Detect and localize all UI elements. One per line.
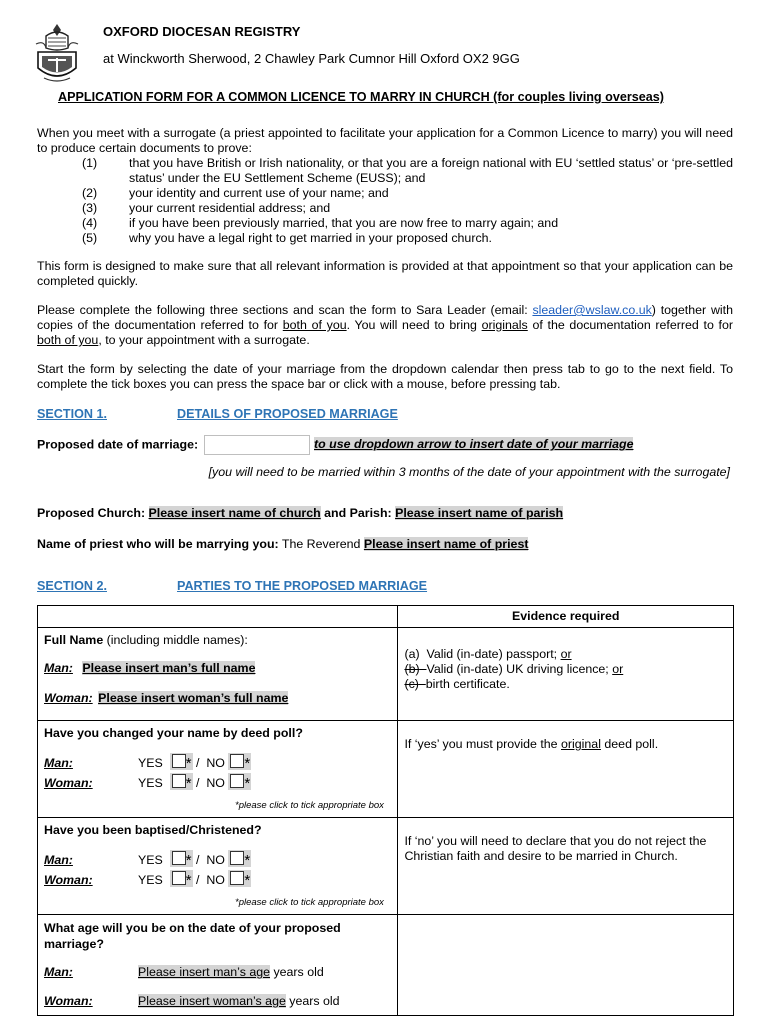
man-full-name-field[interactable]: Please insert man’s full name bbox=[82, 661, 256, 675]
deedpoll-man-yes-checkbox[interactable]: * bbox=[170, 753, 193, 770]
fullname-evidence: (a) Valid (in-date) passport; or (b) Valid (in-date) UK driving licence; or (c) birth certificate. bbox=[404, 647, 624, 691]
priest-label: Name of priest who will be marrying you: bbox=[37, 537, 279, 551]
evidence-header: Evidence required bbox=[398, 606, 734, 628]
parish-name-field[interactable]: Please insert name of parish bbox=[395, 506, 564, 520]
table-header-blank bbox=[38, 606, 398, 628]
baptised-man-yes-checkbox[interactable]: * bbox=[170, 850, 193, 867]
woman-label: Woman: bbox=[44, 691, 93, 705]
deedpoll-woman-yes-checkbox[interactable]: * bbox=[170, 773, 193, 790]
priest-row bbox=[37, 537, 528, 551]
form-purpose-text: This form is designed to make sure that all relevant information is provided at that appointment so that your application can be completed quickly. bbox=[37, 259, 733, 288]
requirements-list bbox=[37, 156, 733, 246]
section1-title: DETAILS OF PROPOSED MARRIAGE bbox=[177, 407, 398, 421]
marriage-date-input[interactable] bbox=[204, 435, 310, 455]
completion-instructions: Start the form by selecting the date of your marriage from the dropdown calendar then press tab to go to the next field. To complete the tick boxes you can press the space bar or click with a mouse, before pressing tab. bbox=[37, 362, 733, 391]
man-age-field[interactable]: Please insert man’s age bbox=[138, 965, 271, 979]
man-label: Man: bbox=[44, 661, 73, 675]
table-row: Full Name (including middle names): Man: Please insert man’s full name Woman: Please insert woman’s full name (a) Valid (in-date) passport; or (b) Valid (in-date) UK driving licence; or (c) birth certificate. bbox=[38, 628, 734, 721]
church-label: Proposed Church: bbox=[37, 506, 146, 520]
diocese-crest-icon bbox=[34, 22, 80, 84]
section2-title: PARTIES TO THE PROPOSED MARRIAGE bbox=[177, 579, 428, 593]
date-note: [you will need to be married within 3 months of the date of your appointment with the surrogate] bbox=[208, 465, 730, 479]
form-title: APPLICATION FORM FOR A COMMON LICENCE TO MARRY IN CHURCH (for couples living overseas) bbox=[58, 90, 664, 104]
list-item: (4) if you have been previously married, that you are now free to marry again; and bbox=[82, 216, 559, 230]
section1-number: SECTION 1. bbox=[37, 407, 107, 421]
list-item: (5) why you have a legal right to get married in your proposed church. bbox=[82, 231, 492, 245]
priest-prefix: The Reverend bbox=[281, 537, 361, 551]
parish-label: and Parish: bbox=[324, 506, 392, 520]
baptised-woman-yes-checkbox[interactable]: * bbox=[170, 870, 193, 887]
date-row bbox=[37, 435, 633, 455]
parties-table bbox=[37, 605, 734, 1016]
deedpoll-woman-no-checkbox[interactable]: * bbox=[228, 773, 251, 790]
submission-instructions: Please complete the following three sections and scan the form to Sara Leader (email: sleader@wslaw.co.uk) together with copies of the documentation referred to for both of you. You will need to bring originals of the documentation referred to for both of you, to your appointment with a surrogate. bbox=[37, 303, 733, 347]
baptised-question: Have you been baptised/Christened? bbox=[44, 823, 262, 837]
tick-note: *please click to tick appropriate box bbox=[235, 897, 384, 908]
church-name-field[interactable]: Please insert name of church bbox=[148, 506, 321, 520]
woman-age-field[interactable]: Please insert woman’s age bbox=[138, 994, 286, 1008]
list-item: (3) your current residential address; and bbox=[82, 201, 331, 215]
intro-text: When you meet with a surrogate (a priest appointed to facilitate your application for a Common Licence to marry) you will need to produce certain documents to prove: bbox=[37, 126, 733, 155]
registry-address: at Winckworth Sherwood, 2 Chawley Park Cumnor Hill Oxford OX2 9GG bbox=[103, 51, 520, 66]
deedpoll-man-no-checkbox[interactable]: * bbox=[228, 753, 251, 770]
baptised-man-no-checkbox[interactable]: * bbox=[228, 850, 251, 867]
date-hint: to use dropdown arrow to insert date of your marriage bbox=[314, 437, 634, 452]
deedpoll-evidence: If ‘yes’ you must provide the original deed poll. bbox=[404, 737, 659, 751]
tick-note: *please click to tick appropriate box bbox=[235, 800, 384, 811]
age-question: What age will you be on the date of your proposed marriage? bbox=[44, 921, 341, 951]
list-item: (1) that you have British or Irish nationality, or that you are a foreign national with EU ‘settled status’ or ‘pre-settled status’ under the EU Settlement Scheme (EUSS); and bbox=[82, 156, 734, 185]
woman-full-name-field[interactable]: Please insert woman’s full name bbox=[98, 691, 289, 705]
table-row: What age will you be on the date of your proposed marriage? Man: Please insert man’s age years old Woman: Please insert woman’s age years old bbox=[38, 915, 734, 1016]
baptised-woman-no-checkbox[interactable]: * bbox=[228, 870, 251, 887]
deedpoll-question: Have you changed your name by deed poll? bbox=[44, 726, 303, 740]
section2-number: SECTION 2. bbox=[37, 579, 107, 593]
table-row: Have you changed your name by deed poll? Man: YES * / NO * Woman: YES * / NO * *please click to tick appropriate box If ‘yes’ you must provide the original deed poll. bbox=[38, 721, 734, 818]
date-label: Proposed date of marriage: bbox=[37, 437, 199, 452]
church-row bbox=[37, 506, 563, 520]
list-item: (2) your identity and current use of your name; and bbox=[82, 186, 389, 200]
baptised-evidence: If ‘no’ you will need to declare that you do not reject the Christian faith and desire to be married in Church. bbox=[404, 834, 707, 863]
registry-title: OXFORD DIOCESAN REGISTRY bbox=[103, 24, 301, 39]
priest-name-field[interactable]: Please insert name of priest bbox=[363, 537, 529, 551]
email-link[interactable]: sleader@wslaw.co.uk bbox=[532, 303, 652, 317]
table-row: Have you been baptised/Christened? Man: YES * / NO * Woman: YES * / NO * *please click to tick appropriate box If ‘no’ you will need to declare that you do not reject the Christian faith and desire to be married in Church. bbox=[38, 818, 734, 915]
